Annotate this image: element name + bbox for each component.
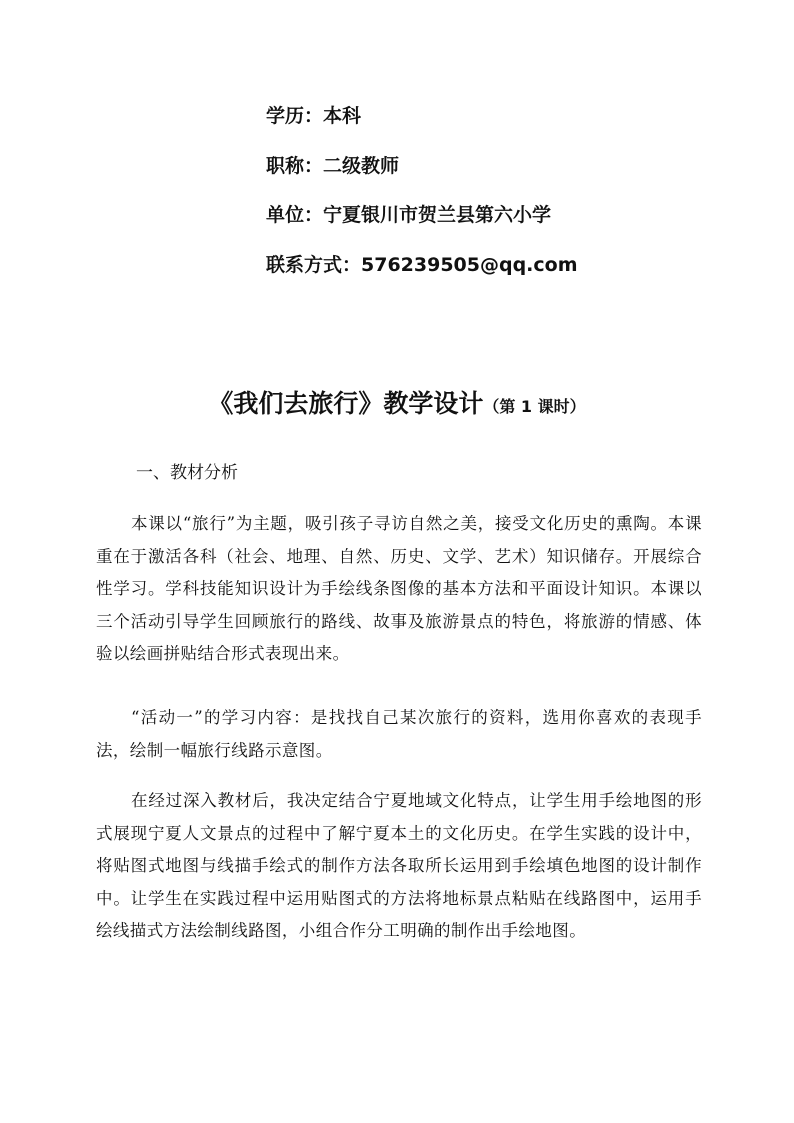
paragraph-analysis: 本课以“旅行”为主题，吸引孩子寻访自然之美，接受文化历史的熏陶。本课重在于激活各科（社会、地理、自然、历史、文学、艺术）知识储存。开展综合性学习。学科技能知识设计为手绘线条图像的基本方法和平面设计知识。本课以三个活动引导学生回顾旅行的路线、故事及旅游景点的特色，将旅游的情感、体验以绘画拼贴结合形式表现出来。	[96, 514, 702, 663]
contact-line: 联系方式：576239505@qq.com	[266, 253, 578, 276]
education-line: 学历：本科	[266, 105, 362, 127]
title-lesson-number: （第 1 课时）	[483, 397, 586, 416]
paragraph-activity-one: “活动一”的学习内容：是找找自己某次旅行的资料，选用你喜欢的表现手法，绘制一幅旅行线路示意图。	[96, 708, 702, 760]
author-info	[266, 100, 578, 298]
document-title	[0, 384, 794, 420]
section-heading: 一、教材分析	[136, 463, 238, 483]
title-main: 《我们去旅行》教学设计	[208, 389, 484, 418]
unit-line: 单位：宁夏银川市贺兰县第六小学	[266, 204, 552, 226]
paragraph-design: 在经过深入教材后，我决定结合宁夏地域文化特点，让学生用手绘地图的形式展现宁夏人文景点的过程中了解宁夏本土的文化历史。在学生实践的设计中，将贴图式地图与线描手绘式的制作方法各取所长运用到手绘填色地图的设计制作中。让学生在实践过程中运用贴图式的方法将地标景点粘贴在线路图中，运用手绘线描式方法绘制线路图，小组合作分工明确的制作出手绘地图。	[96, 791, 702, 940]
title-rank-line: 职称：二级教师	[266, 154, 400, 177]
